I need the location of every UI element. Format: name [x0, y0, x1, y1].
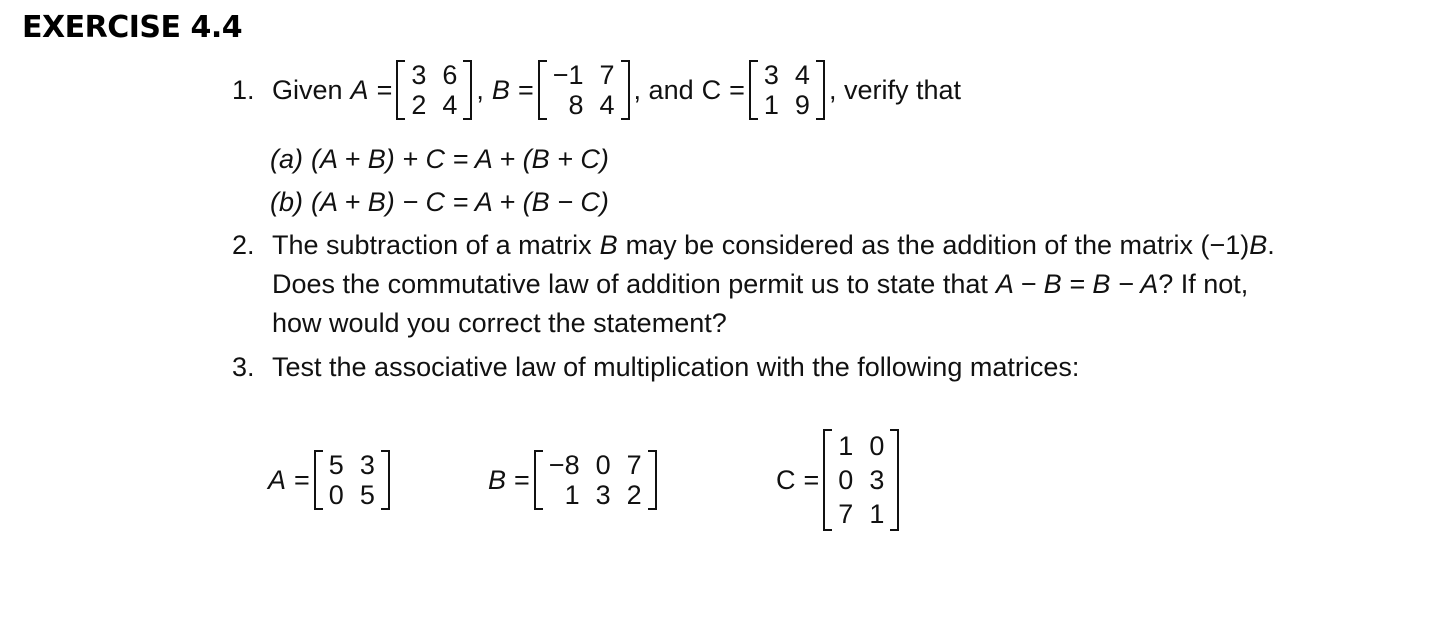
matrix-cell: 0 — [328, 480, 344, 510]
matrix-cell: 8 — [568, 90, 584, 120]
problem-2-number: 2. — [232, 229, 255, 260]
matrix-b — [538, 60, 630, 120]
exercise-heading: EXERCISE 4.4 — [22, 10, 243, 45]
matrix-cell: 1 — [763, 90, 779, 120]
matrix-b-name: B — [1249, 229, 1268, 260]
equals-sign: = — [729, 74, 745, 105]
part-a-label: (a) — [270, 143, 303, 174]
matrix-b-name: B — [488, 464, 507, 495]
problem-2-text: may be considered as the addition of the matrix (−1) — [625, 229, 1250, 260]
matrix-cell: 3 — [869, 465, 885, 495]
matrix-cell: 7 — [838, 499, 854, 529]
matrix-cell: 4 — [442, 90, 458, 120]
left-bracket — [749, 60, 758, 120]
left-bracket — [396, 60, 405, 120]
matrix-cell: 9 — [794, 90, 810, 120]
problem-2-line-3 — [272, 303, 727, 343]
matrix-cell: 7 — [626, 450, 642, 480]
matrix-c — [823, 429, 899, 531]
matrix-cell: 7 — [599, 60, 615, 90]
right-bracket — [381, 450, 390, 510]
right-bracket — [648, 450, 657, 510]
matrix-cell: 3 — [763, 60, 779, 90]
equals-sign: = — [294, 464, 310, 495]
right-bracket — [816, 60, 825, 120]
left-bracket — [823, 429, 832, 531]
matrix-cell: −1 — [552, 60, 584, 90]
problem-3-matrix-b-group — [488, 440, 661, 520]
matrix-b-name: B — [491, 74, 510, 105]
problem-2-text: how would you correct the statement? — [272, 307, 727, 338]
comma: , — [476, 74, 484, 105]
matrix-b — [534, 450, 657, 510]
problem-2-text: Does the commutative law of addition permit us to state that — [272, 268, 988, 299]
problem-1 — [232, 50, 961, 130]
matrix-cell: 1 — [564, 480, 580, 510]
right-bracket — [890, 429, 899, 531]
matrix-cell: 5 — [359, 480, 375, 510]
matrix-cell: 3 — [595, 480, 611, 510]
matrix-cell: 1 — [838, 431, 854, 461]
period: . — [1267, 229, 1275, 260]
matrix-a-name: A — [268, 464, 287, 495]
matrix-c — [749, 60, 825, 120]
matrix-cell: 2 — [626, 480, 642, 510]
and-text: , and — [633, 74, 694, 105]
matrix-cell: −8 — [548, 450, 580, 480]
part-b-expression: (A + B) − C = A + (B − C) — [311, 186, 609, 217]
part-b-label: (b) — [270, 186, 303, 217]
matrix-cell: 6 — [442, 60, 458, 90]
matrix-cell: 0 — [595, 450, 611, 480]
problem-2-text: The subtraction of a matrix — [272, 229, 592, 260]
matrix-a — [314, 450, 390, 510]
problem-2-line-1 — [232, 225, 1275, 265]
left-bracket — [538, 60, 547, 120]
problem-3-number: 3. — [232, 351, 255, 382]
matrix-cell: 4 — [794, 60, 810, 90]
matrix-cell: 0 — [869, 431, 885, 461]
matrix-cell: 3 — [359, 450, 375, 480]
problem-2-line-2 — [272, 264, 1248, 304]
left-bracket — [534, 450, 543, 510]
matrix-cell: 5 — [328, 450, 344, 480]
matrix-cell: 1 — [869, 499, 885, 529]
problem-3-matrix-c-group — [776, 420, 903, 540]
equals-sign: = — [376, 74, 393, 105]
problem-2-text: ? If not, — [1158, 268, 1249, 299]
matrix-a-name: A — [350, 74, 369, 105]
matrix-a — [396, 60, 472, 120]
equals-sign: = — [514, 464, 530, 495]
matrix-cell: 3 — [411, 60, 427, 90]
matrix-c-name: C — [776, 464, 796, 495]
matrix-cell: 0 — [838, 465, 854, 495]
matrix-cell: 2 — [411, 90, 427, 120]
problem-1-number: 1. — [232, 74, 255, 105]
left-bracket — [314, 450, 323, 510]
equals-sign: = — [803, 464, 820, 495]
matrix-cell: 4 — [599, 90, 615, 120]
right-bracket — [621, 60, 630, 120]
matrix-c-name: C — [701, 74, 722, 105]
problem-3-matrix-a-group — [268, 440, 394, 520]
part-a-expression: (A + B) + C = A + (B + C) — [311, 143, 609, 174]
problem-3-text: Test the associative law of multiplication with the following matrices: — [272, 351, 1080, 382]
verify-text: , verify that — [828, 74, 961, 105]
given-text: Given — [272, 74, 343, 105]
problem-3 — [232, 347, 1079, 387]
problem-2-expression: A − B = B − A — [995, 268, 1159, 299]
equals-sign: = — [517, 74, 534, 105]
right-bracket — [463, 60, 472, 120]
matrix-b-name: B — [599, 229, 618, 260]
problem-1-part-b — [270, 182, 609, 222]
problem-1-part-a — [270, 139, 609, 179]
